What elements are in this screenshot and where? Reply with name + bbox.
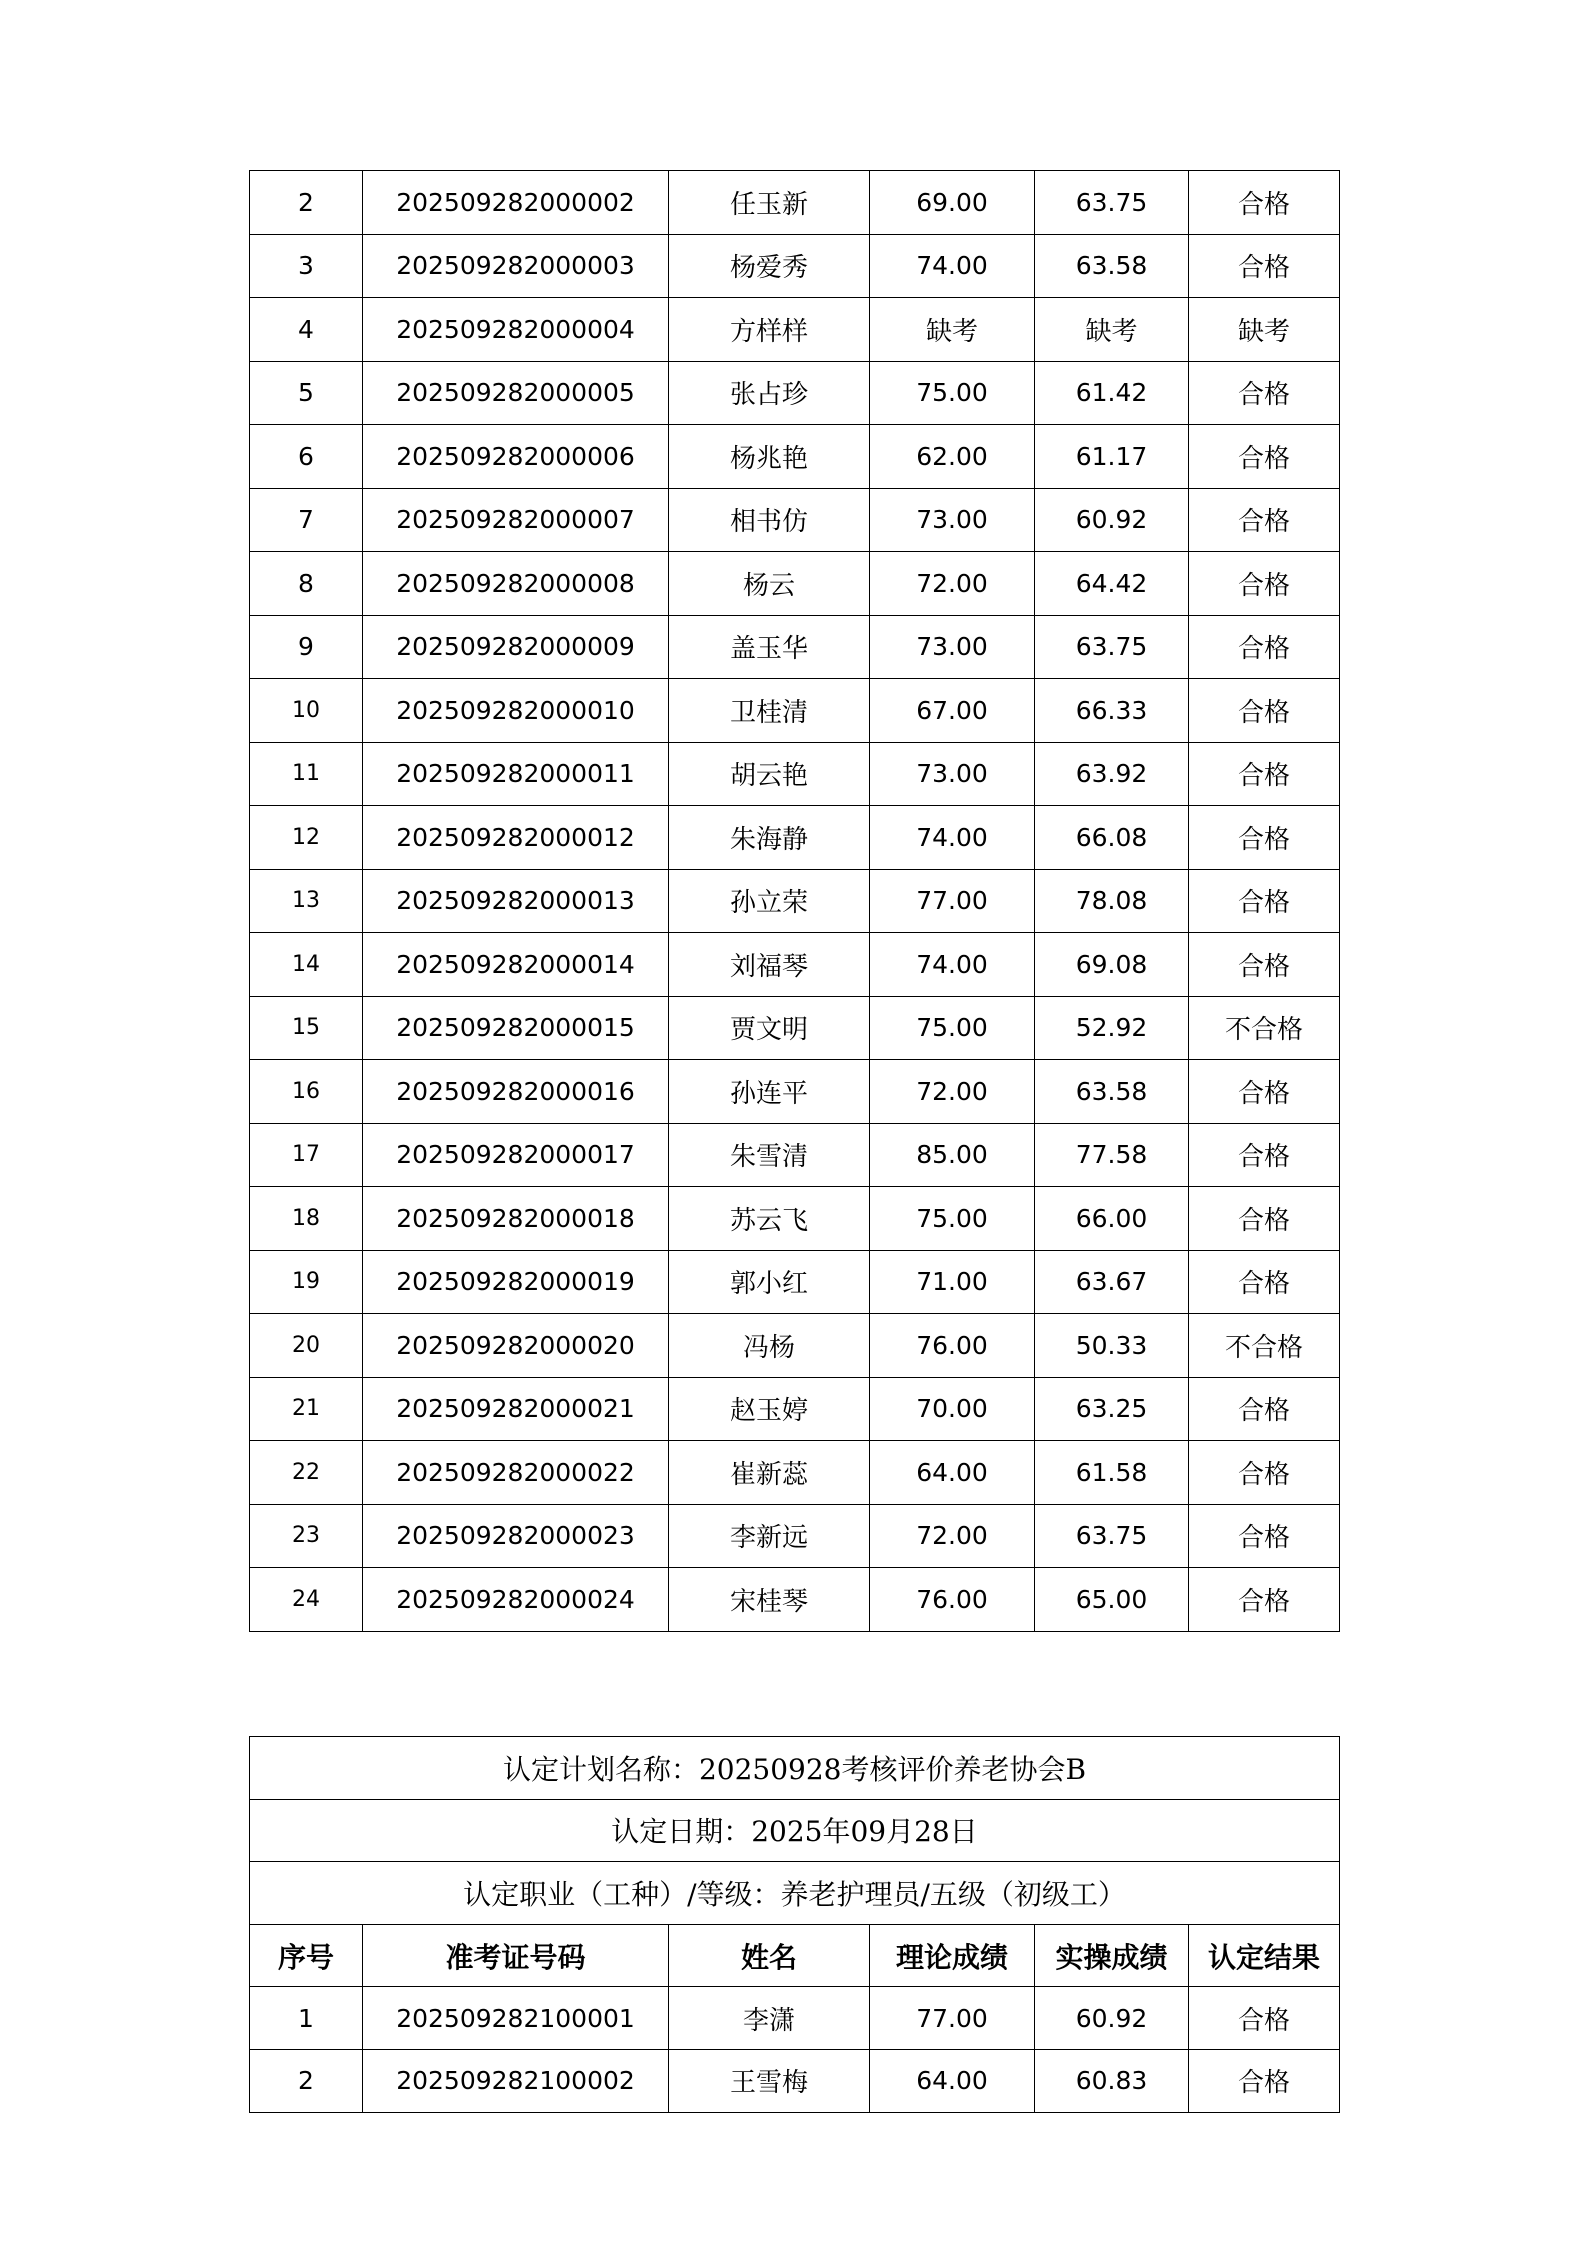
table-row (250, 1187, 1340, 1251)
table-row (250, 1250, 1340, 1314)
result-cell: 合格 (1189, 1441, 1340, 1505)
seq-cell: 17 (250, 1123, 363, 1187)
result-cell: 合格 (1189, 742, 1340, 806)
theory-score-cell: 75.00 (870, 996, 1035, 1060)
plan-occupation: 认定职业（工种）/等级：养老护理员/五级（初级工） (250, 1862, 1340, 1925)
practice-score-cell: 69.08 (1035, 933, 1189, 997)
plan-date-row (250, 1799, 1340, 1862)
name-cell: 宋桂琴 (669, 1568, 870, 1632)
theory-score-cell: 73.00 (870, 615, 1035, 679)
seq-cell: 13 (250, 869, 363, 933)
practice-score-cell: 66.00 (1035, 1187, 1189, 1251)
plan-date: 认定日期：2025年09月28日 (250, 1799, 1340, 1862)
result-cell: 合格 (1189, 1987, 1340, 2050)
exam-id-cell: 202509282000006 (363, 425, 669, 489)
exam-id-cell: 202509282000013 (363, 869, 669, 933)
seq-cell: 19 (250, 1250, 363, 1314)
header-result: 认定结果 (1189, 1924, 1340, 1987)
seq-cell: 5 (250, 361, 363, 425)
seq-cell: 8 (250, 552, 363, 616)
table-row (250, 1314, 1340, 1378)
practice-score-cell: 52.92 (1035, 996, 1189, 1060)
exam-id-cell: 202509282000004 (363, 298, 669, 362)
name-cell: 郭小红 (669, 1250, 870, 1314)
theory-score-cell: 76.00 (870, 1314, 1035, 1378)
header-theory: 理论成绩 (870, 1924, 1035, 1987)
name-cell: 朱雪清 (669, 1123, 870, 1187)
plan-name-row (250, 1737, 1340, 1800)
name-cell: 崔新蕊 (669, 1441, 870, 1505)
result-cell: 合格 (1189, 679, 1340, 743)
exam-id-cell: 202509282000003 (363, 234, 669, 298)
practice-score-cell: 63.25 (1035, 1377, 1189, 1441)
seq-cell: 6 (250, 425, 363, 489)
theory-score-cell: 75.00 (870, 1187, 1035, 1251)
practice-score-cell: 61.42 (1035, 361, 1189, 425)
name-cell: 王雪梅 (669, 2049, 870, 2112)
seq-cell: 20 (250, 1314, 363, 1378)
name-cell: 胡云艳 (669, 742, 870, 806)
theory-score-cell: 77.00 (870, 1987, 1035, 2050)
table-row (250, 1441, 1340, 1505)
result-cell: 合格 (1189, 425, 1340, 489)
seq-cell: 3 (250, 234, 363, 298)
theory-score-cell: 85.00 (870, 1123, 1035, 1187)
table-row (250, 234, 1340, 298)
table-row (250, 933, 1340, 997)
result-cell: 合格 (1189, 869, 1340, 933)
exam-id-cell: 202509282000007 (363, 488, 669, 552)
table-row (250, 742, 1340, 806)
table-row (250, 1060, 1340, 1124)
exam-id-cell: 202509282000011 (363, 742, 669, 806)
seq-cell: 2 (250, 2049, 363, 2112)
exam-id-cell: 202509282000019 (363, 1250, 669, 1314)
result-cell: 合格 (1189, 1187, 1340, 1251)
result-cell: 合格 (1189, 488, 1340, 552)
seq-cell: 1 (250, 1987, 363, 2050)
practice-score-cell: 64.42 (1035, 552, 1189, 616)
exam-id-cell: 202509282100002 (363, 2049, 669, 2112)
result-cell: 合格 (1189, 933, 1340, 997)
seq-cell: 4 (250, 298, 363, 362)
header-practice: 实操成绩 (1035, 1924, 1189, 1987)
theory-score-cell: 76.00 (870, 1568, 1035, 1632)
name-cell: 张占珍 (669, 361, 870, 425)
result-cell: 合格 (1189, 615, 1340, 679)
seq-cell: 7 (250, 488, 363, 552)
name-cell: 任玉新 (669, 171, 870, 235)
seq-cell: 15 (250, 996, 363, 1060)
name-cell: 苏云飞 (669, 1187, 870, 1251)
seq-cell: 24 (250, 1568, 363, 1632)
header-id: 准考证号码 (363, 1924, 669, 1987)
practice-score-cell: 61.17 (1035, 425, 1189, 489)
results-table-plan-b (249, 1736, 1340, 2113)
result-cell: 缺考 (1189, 298, 1340, 362)
table-row (250, 552, 1340, 616)
theory-score-cell: 75.00 (870, 361, 1035, 425)
theory-score-cell: 64.00 (870, 1441, 1035, 1505)
exam-id-cell: 202509282100001 (363, 1987, 669, 2050)
theory-score-cell: 缺考 (870, 298, 1035, 362)
theory-score-cell: 72.00 (870, 1060, 1035, 1124)
result-cell: 合格 (1189, 1504, 1340, 1568)
exam-id-cell: 202509282000012 (363, 806, 669, 870)
table-row (250, 1123, 1340, 1187)
header-seq: 序号 (250, 1924, 363, 1987)
practice-score-cell: 77.58 (1035, 1123, 1189, 1187)
practice-score-cell: 60.83 (1035, 2049, 1189, 2112)
plan-occupation-row (250, 1862, 1340, 1925)
practice-score-cell: 65.00 (1035, 1568, 1189, 1632)
result-cell: 合格 (1189, 361, 1340, 425)
exam-id-cell: 202509282000008 (363, 552, 669, 616)
seq-cell: 10 (250, 679, 363, 743)
seq-cell: 18 (250, 1187, 363, 1251)
theory-score-cell: 67.00 (870, 679, 1035, 743)
seq-cell: 21 (250, 1377, 363, 1441)
practice-score-cell: 63.58 (1035, 1060, 1189, 1124)
practice-score-cell: 63.75 (1035, 1504, 1189, 1568)
results-table-body (250, 171, 1340, 1632)
practice-score-cell: 66.33 (1035, 679, 1189, 743)
result-cell: 合格 (1189, 552, 1340, 616)
column-header-row (250, 1924, 1340, 1987)
table-row (250, 361, 1340, 425)
result-cell: 不合格 (1189, 1314, 1340, 1378)
table-row (250, 425, 1340, 489)
name-cell: 李新远 (669, 1504, 870, 1568)
name-cell: 李潇 (669, 1987, 870, 2050)
exam-id-cell: 202509282000018 (363, 1187, 669, 1251)
practice-score-cell: 66.08 (1035, 806, 1189, 870)
practice-score-cell: 63.67 (1035, 1250, 1189, 1314)
seq-cell: 12 (250, 806, 363, 870)
seq-cell: 23 (250, 1504, 363, 1568)
practice-score-cell: 60.92 (1035, 1987, 1189, 2050)
header-name: 姓名 (669, 1924, 870, 1987)
result-cell: 合格 (1189, 806, 1340, 870)
name-cell: 孙连平 (669, 1060, 870, 1124)
theory-score-cell: 70.00 (870, 1377, 1035, 1441)
exam-id-cell: 202509282000010 (363, 679, 669, 743)
theory-score-cell: 69.00 (870, 171, 1035, 235)
seq-cell: 11 (250, 742, 363, 806)
practice-score-cell: 63.75 (1035, 171, 1189, 235)
theory-score-cell: 62.00 (870, 425, 1035, 489)
practice-score-cell: 78.08 (1035, 869, 1189, 933)
plan-name: 认定计划名称：20250928考核评价养老协会B (250, 1737, 1340, 1800)
name-cell: 朱海静 (669, 806, 870, 870)
name-cell: 杨兆艳 (669, 425, 870, 489)
theory-score-cell: 77.00 (870, 869, 1035, 933)
result-cell: 不合格 (1189, 996, 1340, 1060)
seq-cell: 9 (250, 615, 363, 679)
name-cell: 冯杨 (669, 1314, 870, 1378)
exam-id-cell: 202509282000014 (363, 933, 669, 997)
exam-id-cell: 202509282000021 (363, 1377, 669, 1441)
table-row (250, 679, 1340, 743)
theory-score-cell: 72.00 (870, 1504, 1035, 1568)
practice-score-cell: 63.58 (1035, 234, 1189, 298)
result-cell: 合格 (1189, 1568, 1340, 1632)
table-row (250, 2049, 1340, 2112)
exam-id-cell: 202509282000015 (363, 996, 669, 1060)
name-cell: 盖玉华 (669, 615, 870, 679)
theory-score-cell: 74.00 (870, 806, 1035, 870)
table-row (250, 615, 1340, 679)
name-cell: 孙立荣 (669, 869, 870, 933)
name-cell: 杨爱秀 (669, 234, 870, 298)
table-row (250, 1377, 1340, 1441)
exam-id-cell: 202509282000020 (363, 1314, 669, 1378)
seq-cell: 14 (250, 933, 363, 997)
table-row (250, 1568, 1340, 1632)
theory-score-cell: 73.00 (870, 488, 1035, 552)
seq-cell: 16 (250, 1060, 363, 1124)
practice-score-cell: 60.92 (1035, 488, 1189, 552)
table-row (250, 488, 1340, 552)
theory-score-cell: 74.00 (870, 234, 1035, 298)
result-cell: 合格 (1189, 1060, 1340, 1124)
exam-id-cell: 202509282000005 (363, 361, 669, 425)
name-cell: 杨云 (669, 552, 870, 616)
exam-id-cell: 202509282000002 (363, 171, 669, 235)
exam-id-cell: 202509282000016 (363, 1060, 669, 1124)
table-row (250, 869, 1340, 933)
table-row (250, 806, 1340, 870)
table-row (250, 996, 1340, 1060)
result-cell: 合格 (1189, 234, 1340, 298)
result-cell: 合格 (1189, 1250, 1340, 1314)
result-cell: 合格 (1189, 1377, 1340, 1441)
name-cell: 方样样 (669, 298, 870, 362)
theory-score-cell: 73.00 (870, 742, 1035, 806)
practice-score-cell: 63.75 (1035, 615, 1189, 679)
practice-score-cell: 61.58 (1035, 1441, 1189, 1505)
practice-score-cell: 63.92 (1035, 742, 1189, 806)
exam-id-cell: 202509282000023 (363, 1504, 669, 1568)
theory-score-cell: 64.00 (870, 2049, 1035, 2112)
theory-score-cell: 71.00 (870, 1250, 1035, 1314)
theory-score-cell: 74.00 (870, 933, 1035, 997)
table-row (250, 1987, 1340, 2050)
name-cell: 贾文明 (669, 996, 870, 1060)
name-cell: 刘福琴 (669, 933, 870, 997)
result-cell: 合格 (1189, 171, 1340, 235)
seq-cell: 2 (250, 171, 363, 235)
exam-id-cell: 202509282000009 (363, 615, 669, 679)
table-row (250, 1504, 1340, 1568)
name-cell: 相书仿 (669, 488, 870, 552)
exam-id-cell: 202509282000024 (363, 1568, 669, 1632)
exam-id-cell: 202509282000017 (363, 1123, 669, 1187)
theory-score-cell: 72.00 (870, 552, 1035, 616)
table-row (250, 171, 1340, 235)
results-table-continued (249, 170, 1340, 1632)
table-row (250, 298, 1340, 362)
name-cell: 赵玉婷 (669, 1377, 870, 1441)
seq-cell: 22 (250, 1441, 363, 1505)
name-cell: 卫桂清 (669, 679, 870, 743)
result-cell: 合格 (1189, 1123, 1340, 1187)
practice-score-cell: 50.33 (1035, 1314, 1189, 1378)
practice-score-cell: 缺考 (1035, 298, 1189, 362)
exam-id-cell: 202509282000022 (363, 1441, 669, 1505)
result-cell: 合格 (1189, 2049, 1340, 2112)
